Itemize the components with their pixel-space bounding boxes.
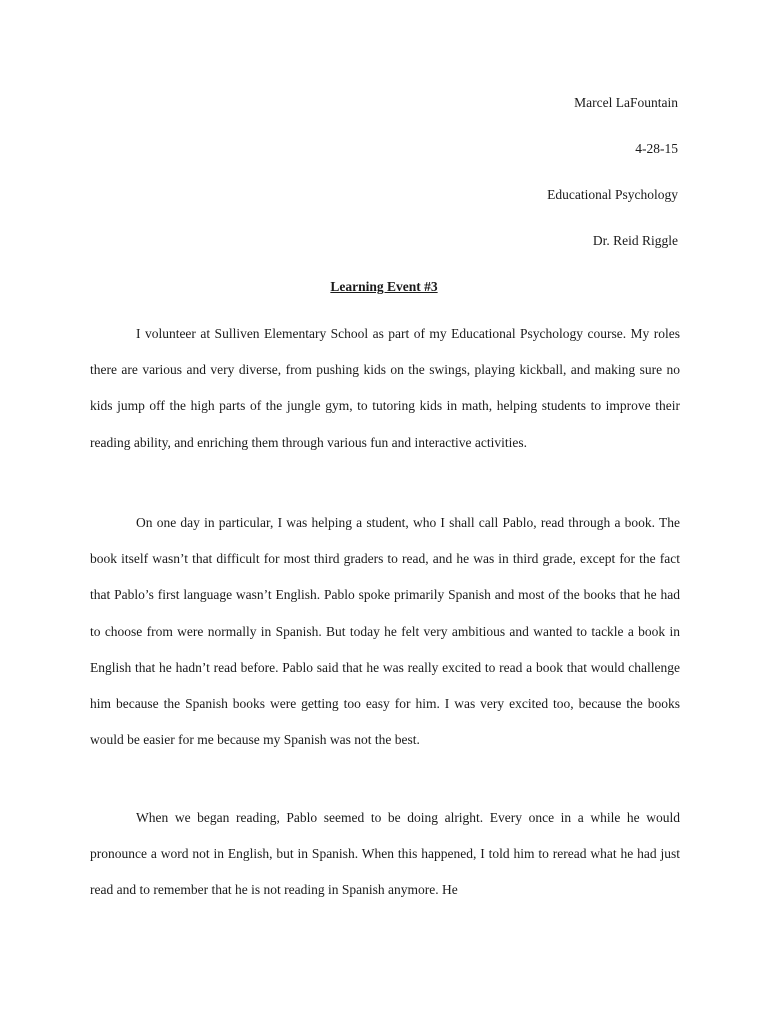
course-name: Educational Psychology	[547, 187, 678, 202]
body-paragraph-2: On one day in particular, I was helping a student, who I shall call Pablo, read through a book. The book itself wasn’t that difficult for most third graders to read, and he was in third grade, except for the fact that Pablo’s first language wasn’t English. Pablo spoke primarily Spanish and most of the books that he had to choose from were normally in Spanish. But today he felt very ambitious and wanted to tackle a book in English that he hadn’t read before. Pablo said that he was really excited to read a book that would challenge him because the Spanish books were getting too easy for him. I was very excited too, because the books would be easier for me because my Spanish was not the best.	[90, 515, 680, 748]
author-name: Marcel LaFountain	[574, 95, 678, 110]
document-title: Learning Event #3	[330, 279, 438, 294]
body-paragraph-1: I volunteer at Sulliven Elementary School as part of my Educational Psychology course. My roles there are various and very diverse, from pushing kids on the swings, playing kickball, and making sure no kids jump off the high parts of the jungle gym, to tutoring kids in math, helping students to improve their reading ability, and enriching them through various fun and interactive activities.	[90, 326, 680, 450]
body-paragraph-3: When we began reading, Pablo seemed to be doing alright. Every once in a while he would pronounce a word not in English, but in Spanish. When this happened, I told him to reread what he had just read and to remember that he is not reading in Spanish anymore. He	[90, 810, 680, 898]
document-date: 4-28-15	[635, 141, 678, 156]
instructor-name: Dr. Reid Riggle	[592, 233, 678, 248]
